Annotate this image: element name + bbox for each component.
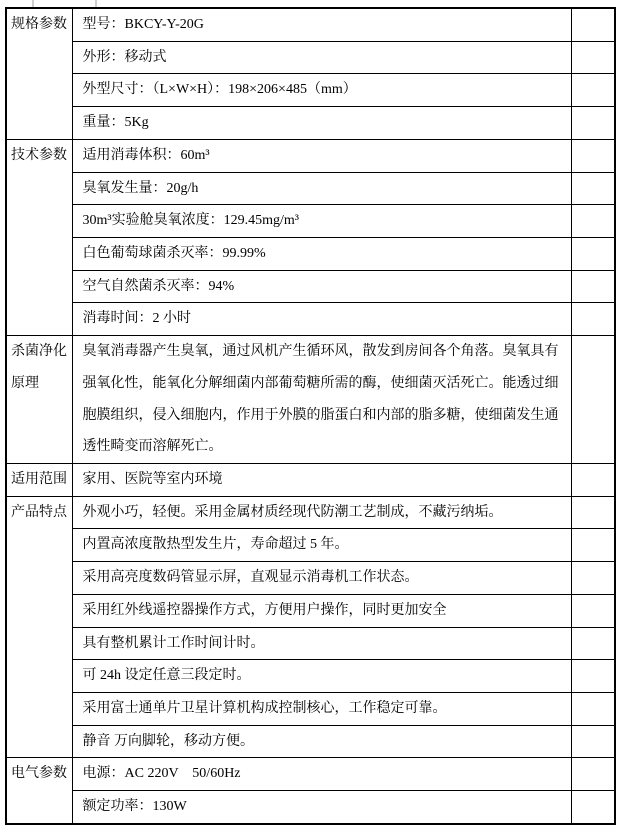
table-row <box>6 529 615 562</box>
spec-value-cell: 具有整机累计工作时间计时。 <box>72 627 571 660</box>
page-artifact-tick <box>32 0 34 7</box>
table-row <box>6 303 615 336</box>
table-row <box>6 725 615 758</box>
principle-paragraph-cell: 臭氧消毒器产生臭氧，通过风机产生循环风，散发到房间各个角落。臭氧具有强氧化性，能氧化分解细菌内部葡萄糖所需的酶，使细菌灭活死亡。能透过细胞膜组织，侵入细胞内，作用于外膜的脂蛋白和内部的脂多糖，使细菌发生通透性畸变而溶解死亡。 <box>72 336 571 464</box>
table-row <box>6 627 615 660</box>
table-row <box>6 107 615 140</box>
spec-value-cell: 采用富士通单片卫星计算机构成控制核心，工作稳定可靠。 <box>72 692 571 725</box>
filler-cell <box>571 758 615 791</box>
filler-cell <box>571 529 615 562</box>
section-label-electrical: 电气参数 <box>6 758 72 824</box>
table-row <box>6 237 615 270</box>
table-row <box>6 270 615 303</box>
filler-cell <box>571 139 615 172</box>
filler-cell <box>571 270 615 303</box>
spec-value-cell: 适用消毒体积：60m³ <box>72 139 571 172</box>
table-row <box>6 758 615 791</box>
filler-cell <box>571 336 615 464</box>
table-row <box>6 660 615 693</box>
table-row <box>6 172 615 205</box>
filler-cell <box>571 237 615 270</box>
filler-cell <box>571 496 615 529</box>
spec-value-cell: 外形：移动式 <box>72 41 571 74</box>
spec-value-cell: 电源：AC 220V 50/60Hz <box>72 758 571 791</box>
section-label-scope: 适用范围 <box>6 464 72 497</box>
table-row <box>6 464 615 497</box>
section-label-principle: 杀菌净化原理 <box>6 336 72 464</box>
table-row <box>6 496 615 529</box>
spec-value-cell: 30m³实验舱臭氧浓度：129.45mg/m³ <box>72 205 571 238</box>
spec-value-cell: 内置高浓度散热型发生片，寿命超过 5 年。 <box>72 529 571 562</box>
filler-cell <box>571 205 615 238</box>
table-row <box>6 791 615 824</box>
filler-cell <box>571 74 615 107</box>
spec-value-cell: 额定功率：130W <box>72 791 571 824</box>
filler-cell <box>571 692 615 725</box>
filler-cell <box>571 627 615 660</box>
spec-value-cell: 静音 万向脚轮，移动方便。 <box>72 725 571 758</box>
filler-cell <box>571 8 615 41</box>
filler-cell <box>571 464 615 497</box>
section-label-features: 产品特点 <box>6 496 72 758</box>
table-row <box>6 562 615 595</box>
spec-value-cell: 可 24h 设定任意三段定时。 <box>72 660 571 693</box>
filler-cell <box>571 41 615 74</box>
spec-table <box>5 7 616 825</box>
spec-value-cell: 外型尺寸：（L×W×H）：198×206×485（mm） <box>72 74 571 107</box>
table-row <box>6 692 615 725</box>
filler-cell <box>571 594 615 627</box>
spec-value-cell: 消毒时间：2 小时 <box>72 303 571 336</box>
filler-cell <box>571 303 615 336</box>
table-row <box>6 594 615 627</box>
filler-cell <box>571 660 615 693</box>
filler-cell <box>571 725 615 758</box>
table-row <box>6 139 615 172</box>
spec-value-cell: 重量：5Kg <box>72 107 571 140</box>
spec-value-cell: 白色葡萄球菌杀灭率：99.99% <box>72 237 571 270</box>
filler-cell <box>571 172 615 205</box>
spec-value-cell: 外观小巧，轻便。采用金属材质经现代防潮工艺制成，不藏污纳垢。 <box>72 496 571 529</box>
spec-value-cell: 采用红外线遥控器操作方式，方便用户操作，同时更加安全 <box>72 594 571 627</box>
spec-value-cell: 家用、医院等室内环境 <box>72 464 571 497</box>
spec-value-cell: 空气自然菌杀灭率：94% <box>72 270 571 303</box>
filler-cell <box>571 791 615 824</box>
table-row <box>6 8 615 41</box>
filler-cell <box>571 562 615 595</box>
spec-value-cell: 型号：BKCY-Y-20G <box>72 8 571 41</box>
table-row <box>6 74 615 107</box>
table-row <box>6 336 615 464</box>
spec-value-cell: 臭氧发生量：20g/h <box>72 172 571 205</box>
section-label-spec-params: 规格参数 <box>6 8 72 139</box>
section-label-tech-params: 技术参数 <box>6 139 72 335</box>
page-artifact-tick <box>95 0 97 7</box>
spec-value-cell: 采用高亮度数码管显示屏，直观显示消毒机工作状态。 <box>72 562 571 595</box>
table-row <box>6 205 615 238</box>
filler-cell <box>571 107 615 140</box>
table-row <box>6 41 615 74</box>
